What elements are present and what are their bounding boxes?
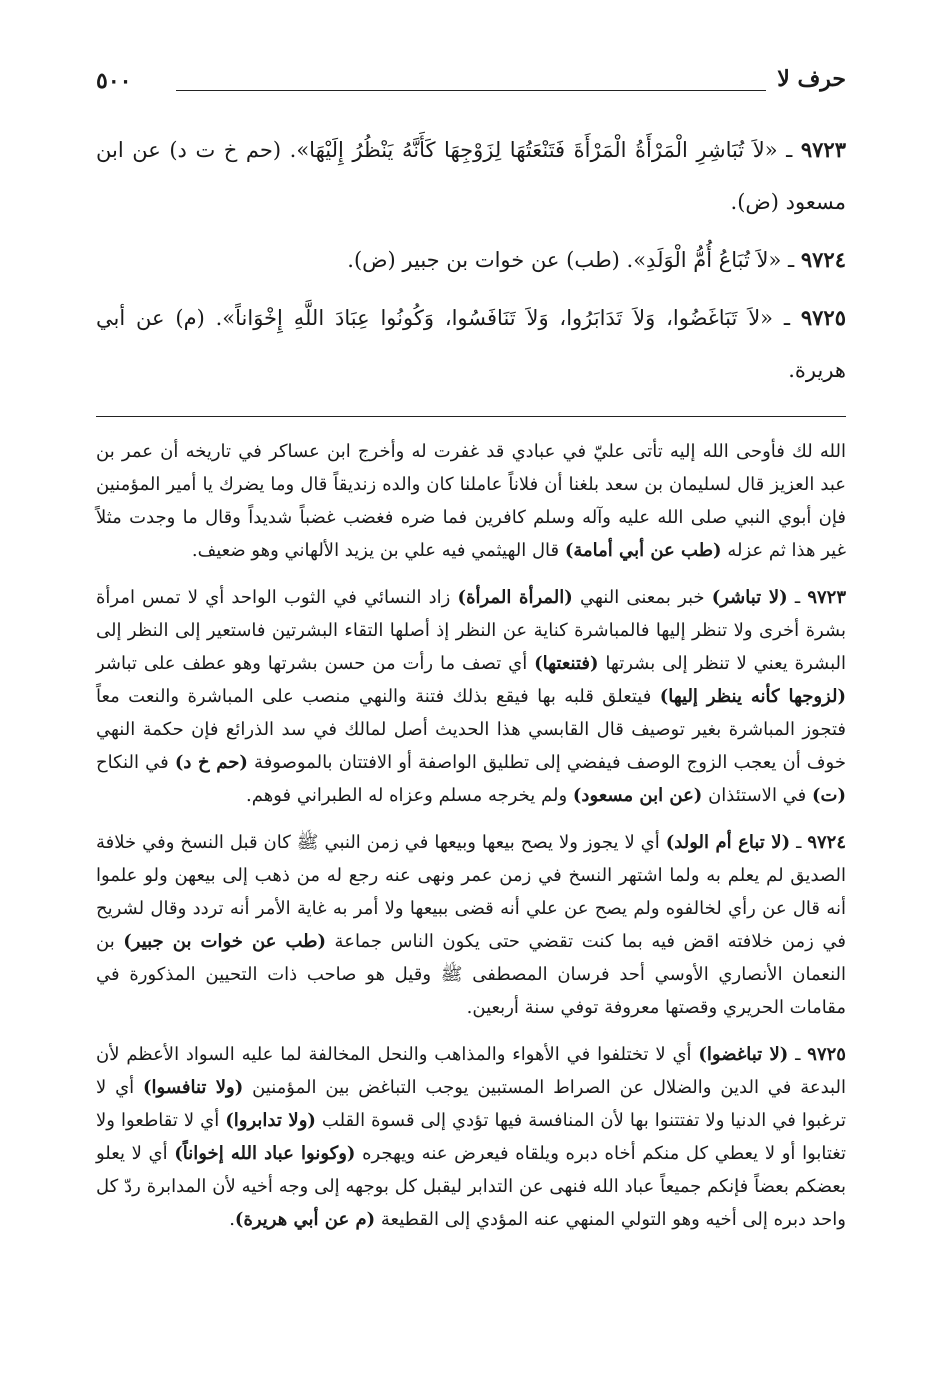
hadith-number: ٩٧٢٥ (800, 305, 846, 330)
commentary-number: ٩٧٢٣ (807, 587, 846, 608)
commentary-text: أي لا تقاطعوا ولا تغتابوا أو لا يعطي كل منكم أخاه دبره ويلقاه فيعرض عنه ويهجره (96, 1110, 846, 1164)
hadith-number: ٩٧٢٤ (800, 247, 846, 272)
commentary-bold: (لا تباغضوا) (698, 1044, 789, 1065)
hadith-text: ـ «لاَ تَبَاغَضُوا، وَلاَ تَدَابَرُوا، وَلاَ تَنَافَسُوا، وَكُونُوا عِبَادَ اللَّهِ إِخْوَاناً». (م) عن أبي هريرة. (96, 306, 846, 382)
commentary-bold: (وكونوا عباد الله إخواناً) (174, 1143, 356, 1164)
chapter-title: حرف لا (777, 66, 846, 92)
commentary (96, 435, 846, 1236)
commentary-bold: (ولا تنافسوا) (143, 1077, 244, 1098)
commentary-bold: (المرأة المرأة) (457, 587, 573, 608)
hadith-text: ـ «لاَ تُبَاعُ أُمُّ الْوَلَدِ». (طب) عن خوات بن جبير (ض). (347, 248, 795, 272)
commentary-bold: (ت) (812, 785, 846, 806)
page-number: ٥٠٠ (96, 68, 132, 94)
commentary-bold: (فتنعتها) (534, 653, 599, 674)
commentary-9724 (96, 826, 846, 1024)
commentary-text: أي لا ترغبوا في الدنيا ولا تفتتنوا بها لأن المنافسة فيها تؤدي إلى قسوة القلب (96, 1077, 846, 1131)
hadith-texts (96, 124, 846, 396)
commentary-bold: (م عن أبي هريرة) (234, 1209, 376, 1230)
commentary-text: في النكاح (96, 752, 169, 773)
commentary-bold: (عن ابن مسعود) (572, 785, 703, 806)
commentary-bold: (ولا تدابروا) (225, 1110, 316, 1131)
commentary-text: خبر بمعنى النهي (579, 587, 705, 608)
commentary-bold: (لزوجها كأنه ينظر إليها) (659, 686, 847, 707)
commentary-9723 (96, 581, 846, 812)
commentary-bold: (طب عن أبي أمامة) (564, 540, 722, 561)
commentary-text: فيتعلق قلبه بها فيقع بذلك فتنة والنهي منصب على المباشرة والنعت معاً فتجوز المباشرة بغير توصيف قال القابسي هذا الحديث أصل لمالك في سد الذرائع فإن حكمة النهي خوف أن يعجب الزوج الوصف فيفضي إلى تطليق الواصفة أو الافتتان بالموصوفة (96, 686, 846, 773)
hadith-9723 (96, 124, 846, 228)
commentary-text: قال الهيثمي فيه علي بن يزيد الألهاني وهو ضعيف. (191, 540, 560, 561)
footnote-divider (96, 416, 846, 417)
hadith-9724 (96, 234, 846, 286)
commentary-text: ـ (794, 587, 801, 608)
page-header (96, 60, 846, 100)
commentary-text: ـ (796, 832, 802, 853)
hadith-number: ٩٧٢٣ (800, 137, 846, 162)
document-page (96, 60, 846, 1350)
commentary-bold: (حم خ د) (174, 752, 248, 773)
commentary-text: في الاستئذان (708, 785, 807, 806)
commentary-text: الله لك فأوحى الله إليه تأتى عليّ في عبادي قد غفرت له وأخرج ابن عساكر في تاريخه أن عمر بن عبد العزيز قال لسليمان بن سعد بلغنا أن فلاناً عاملنا كان والده زنديقاً قال وما يضرك يا أمير المؤمنين فإن أبوي النبي صلى الله عليه وآله وسلم كافرين فما ضره فغضب غضباً شديداً وقال ما وجدت مثلاً غير هذا ثم عزله (96, 441, 846, 561)
commentary-9725 (96, 1038, 846, 1236)
hadith-9725 (96, 292, 846, 396)
commentary-text: زاد النسائي في الثوب الواحد أي لا تمس امرأة بشرة أخرى ولا تنظر إليها فالمباشرة كناية عن النظر إذ أصلها التقاء البشرتين فاستعير إلى النظر إلى البشرة يعني لا تنظر إلى بشرتها (96, 587, 846, 674)
commentary-text: ـ (795, 1044, 801, 1065)
commentary-number: ٩٧٢٥ (807, 1044, 846, 1065)
commentary-bold: (لا تباع أم الولد) (665, 832, 791, 853)
commentary-text: أي لا يجوز ولا يصح بيعها وبيعها في زمن النبي ﷺ كان قبل النسخ وفي خلافة الصديق لم يعلم به ولما اشتهر النسخ في زمن عمر ونهى عنه رجع له من ذهب إلى بيعهن ولو علموا أنه قال عن رأي لخالفوه ولم يصح عن علي أنه قضى ببيعها ولا أمر به غاية الأمر أنه تردد وقال لشريح في زمن خلافته اقض فيه بما كنت تقضي حتى يكون الناس جماعة (96, 832, 846, 952)
commentary-bold: (طب عن خوات بن جبير) (123, 931, 327, 952)
hadith-text: ـ «لاَ تُبَاشِرِ الْمَرْأَةُ الْمَرْأَةَ فَتَنْعَتُهَا لِزَوْجِهَا كَأَنَّهُ يَنْظُرُ إِلَيْهَا». (حم خ ت د) عن ابن مسعود (ض). (96, 138, 846, 214)
commentary-text: . (229, 1209, 235, 1230)
commentary-text: أي تصف ما رأت من حسن بشرتها وهو عطف على تباشر (96, 653, 528, 674)
commentary-text: أي لا تختلفوا في الأهواء والمذاهب والنحل المخالفة لما عليه السواد الأعظم لأن البدعة في الدين والضلال عن الصراط المستبين يوجب التباغض بين المؤمنين (96, 1044, 846, 1098)
commentary-text: بن النعمان الأنصاري الأوسي أحد فرسان المصطفى ﷺ وقيل هو صاحب ذات التحيين المذكورة في مقامات الحريري وقصتها معروفة توفي سنة أربعين. (96, 931, 846, 1018)
commentary-text: ولم يخرجه مسلم وعزاه له الطبراني فوهم. (246, 785, 568, 806)
header-rule (176, 90, 766, 91)
commentary-number: ٩٧٢٤ (807, 832, 846, 853)
commentary-bold: (لا تباشر) (711, 587, 788, 608)
commentary-text: أي لا يعلو بعضكم بعضاً فإنكم جميعاً عباد الله فنهى عن التدابر ليقبل كل بوجهه إلى وجه أخيه لأن المدابرة ردّ كل واحد دبره إلى أخيه وهو التولي المنهي عنه المؤدي إلى القطيعة (96, 1143, 846, 1230)
commentary-intro (96, 435, 846, 567)
